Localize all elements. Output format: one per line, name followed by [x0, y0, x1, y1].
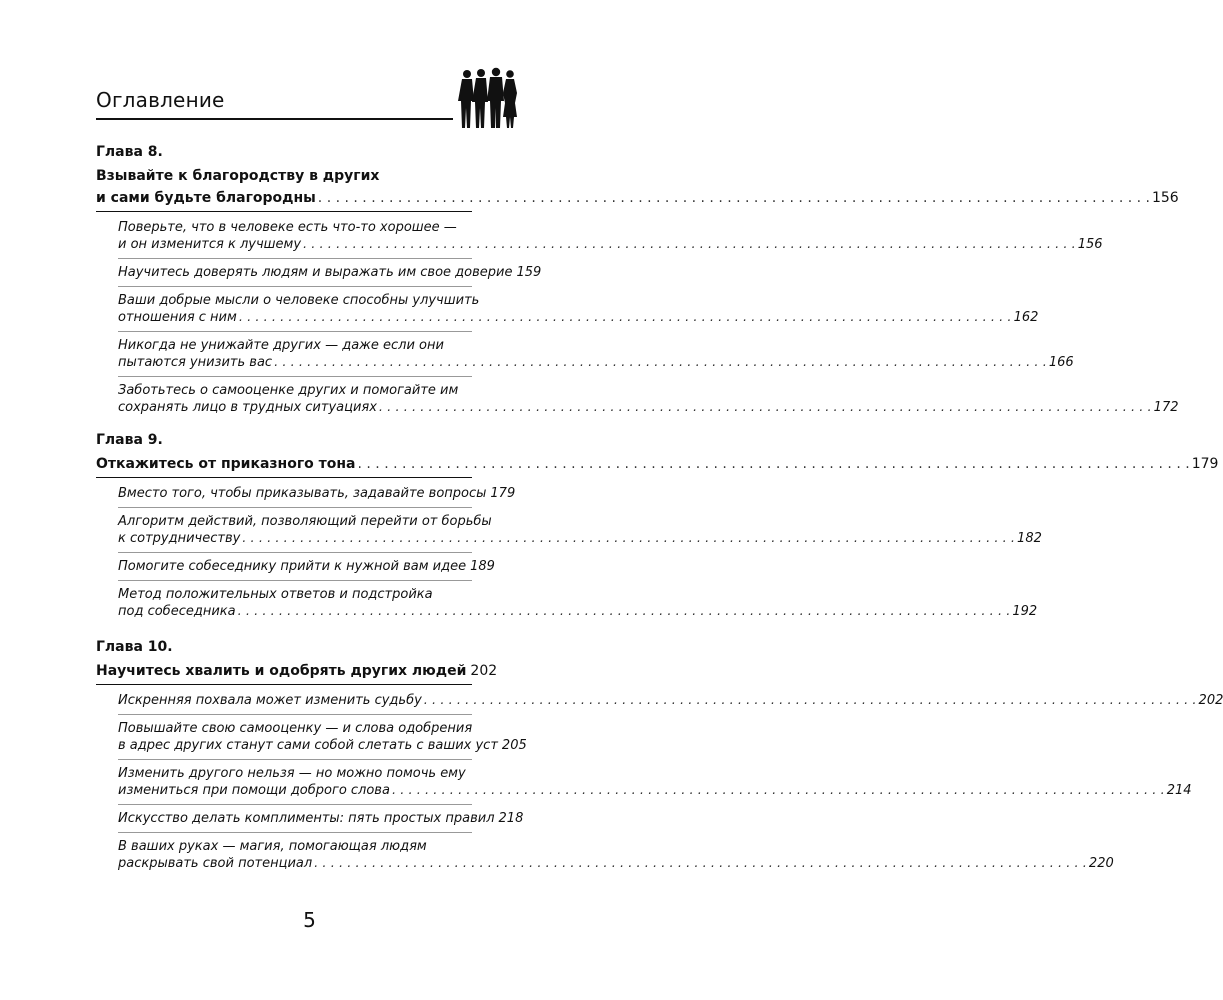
entry-divider — [118, 832, 472, 833]
page-ref: 166 — [1048, 355, 1074, 370]
toc-entry[interactable] — [118, 586, 1038, 620]
page-ref: 172 — [1153, 400, 1179, 415]
page-ref: 220 — [1088, 856, 1114, 871]
entry-text-line: В ваших руках — магия, помогающая людям — [118, 839, 427, 854]
business-people-silhouettes-icon — [459, 68, 519, 130]
toc-entry[interactable] — [118, 485, 516, 502]
chapter-title-entry[interactable] — [96, 662, 498, 680]
page-ref: 189 — [470, 559, 495, 574]
entry-divider — [118, 376, 472, 377]
entry-text: измениться при помощи доброго слова — [118, 783, 390, 798]
toc-entry[interactable] — [118, 810, 524, 827]
entry-divider — [118, 286, 472, 287]
entry-divider — [118, 507, 472, 508]
dot-leader — [392, 782, 1165, 799]
page-ref: 159 — [516, 265, 542, 280]
chapter-label: Глава 8. — [96, 144, 163, 160]
toc-entry[interactable] — [118, 692, 1223, 709]
page-ref: 192 — [1012, 604, 1038, 619]
page-ref: 202 — [470, 663, 498, 679]
dot-leader — [239, 309, 1012, 326]
toc-entry[interactable] — [118, 513, 1042, 547]
entry-text-line: Никогда не унижайте других — даже если они — [118, 338, 444, 353]
entry-text-line: Алгоритм действий, позволяющий перейти от борьбы — [118, 514, 492, 529]
header-divider — [96, 118, 453, 120]
entry-text-line: Изменить другого нельзя — но можно помочь ему — [118, 766, 466, 781]
page-ref: 205 — [501, 738, 527, 753]
dot-leader — [318, 189, 1150, 207]
page-ref: 156 — [1077, 237, 1103, 252]
entry-divider — [118, 258, 472, 259]
toc-entry[interactable] — [118, 838, 1114, 872]
page-header — [96, 70, 454, 124]
chapter-9 — [96, 431, 1219, 629]
dot-leader — [303, 236, 1076, 253]
chapter-title-entry[interactable] — [96, 455, 1219, 473]
entry-text: в адрес других станут сами собой слетать с ваших уст — [118, 738, 498, 753]
chapter-title-entry[interactable] — [96, 189, 1179, 207]
toc-entry[interactable] — [118, 292, 1039, 326]
chapter-label: Глава 9. — [96, 432, 163, 448]
chapter-divider — [96, 477, 472, 478]
entry-divider — [118, 759, 472, 760]
entry-divider — [118, 552, 472, 553]
dot-leader — [424, 692, 1197, 709]
page-ref: 162 — [1013, 310, 1039, 325]
toc-entry[interactable] — [118, 219, 1103, 253]
entry-text-line: Ваши добрые мысли о человеке способны улучшить — [118, 293, 480, 308]
chapter-divider — [96, 684, 472, 685]
entry-text-line: Повышайте свою самооценку — и слова одобрения — [118, 721, 473, 736]
toc-entry[interactable] — [118, 264, 542, 281]
page-title: Оглавление — [96, 88, 225, 112]
entry-text: отношения с ним — [118, 310, 237, 325]
toc-entry[interactable] — [118, 765, 1192, 799]
entry-text: раскрывать свой потенциал — [118, 856, 313, 871]
entry-text: Научитесь доверять людям и выражать им свое доверие — [118, 265, 513, 280]
page-ref: 218 — [498, 811, 524, 826]
toc-entry[interactable] — [118, 382, 1179, 416]
entry-text-line: Поверьте, что в человеке есть что-то хорошее — — [118, 220, 457, 235]
entry-divider — [118, 331, 472, 332]
entry-text: Помогите собеседнику прийти к нужной вам идее — [118, 559, 467, 574]
chapter-8 — [96, 143, 1179, 425]
chapter-label: Глава 10. — [96, 639, 173, 655]
chapter-divider — [96, 211, 472, 212]
entry-divider — [118, 580, 472, 581]
page-ref: 156 — [1151, 190, 1179, 206]
chapter-title-text: и сами будьте благородны — [96, 190, 316, 206]
toc-entry[interactable] — [118, 337, 1074, 371]
entry-text-line: Заботьтесь о самооценке других и помогайте им — [118, 383, 459, 398]
page-ref: 182 — [1017, 531, 1042, 546]
entry-text: Искусство делать комплименты: пять простых правил — [118, 811, 495, 826]
entry-text: Искренняя похвала может изменить судьбу — [118, 693, 422, 708]
entry-text: к сотрудничеству — [118, 531, 241, 546]
entry-divider — [118, 714, 472, 715]
chapter-title-line: Взывайте к благородству в других — [96, 168, 380, 184]
dot-leader — [379, 399, 1152, 416]
entry-text: Вместо того, чтобы приказывать, задавайте вопросы — [118, 486, 487, 501]
entry-text: и он изменится к лучшему — [118, 237, 302, 252]
chapter-title-text: Научитесь хвалить и одобрять других людей — [96, 663, 467, 679]
page-ref: 179 — [1191, 456, 1219, 472]
chapter-title-text: Откажитесь от приказного тона — [96, 456, 356, 472]
page-number: 5 — [303, 908, 316, 932]
entry-divider — [118, 804, 472, 805]
entry-text-line: Метод положительных ответов и подстройка — [118, 587, 433, 602]
toc-entry[interactable] — [118, 720, 527, 754]
page-ref: 179 — [490, 486, 516, 501]
dot-leader — [242, 530, 1015, 547]
entry-text: пытаются унизить вас — [118, 355, 273, 370]
dot-leader — [358, 455, 1190, 473]
page-ref: 202 — [1198, 693, 1223, 708]
page-ref: 214 — [1166, 783, 1192, 798]
entry-text: под собеседника — [118, 604, 236, 619]
dot-leader — [238, 603, 1011, 620]
chapter-10 — [96, 638, 1223, 881]
dot-leader — [274, 354, 1047, 371]
dot-leader — [314, 855, 1087, 872]
entry-text: сохранять лицо в трудных ситуациях — [118, 400, 377, 415]
toc-entry[interactable] — [118, 558, 495, 575]
